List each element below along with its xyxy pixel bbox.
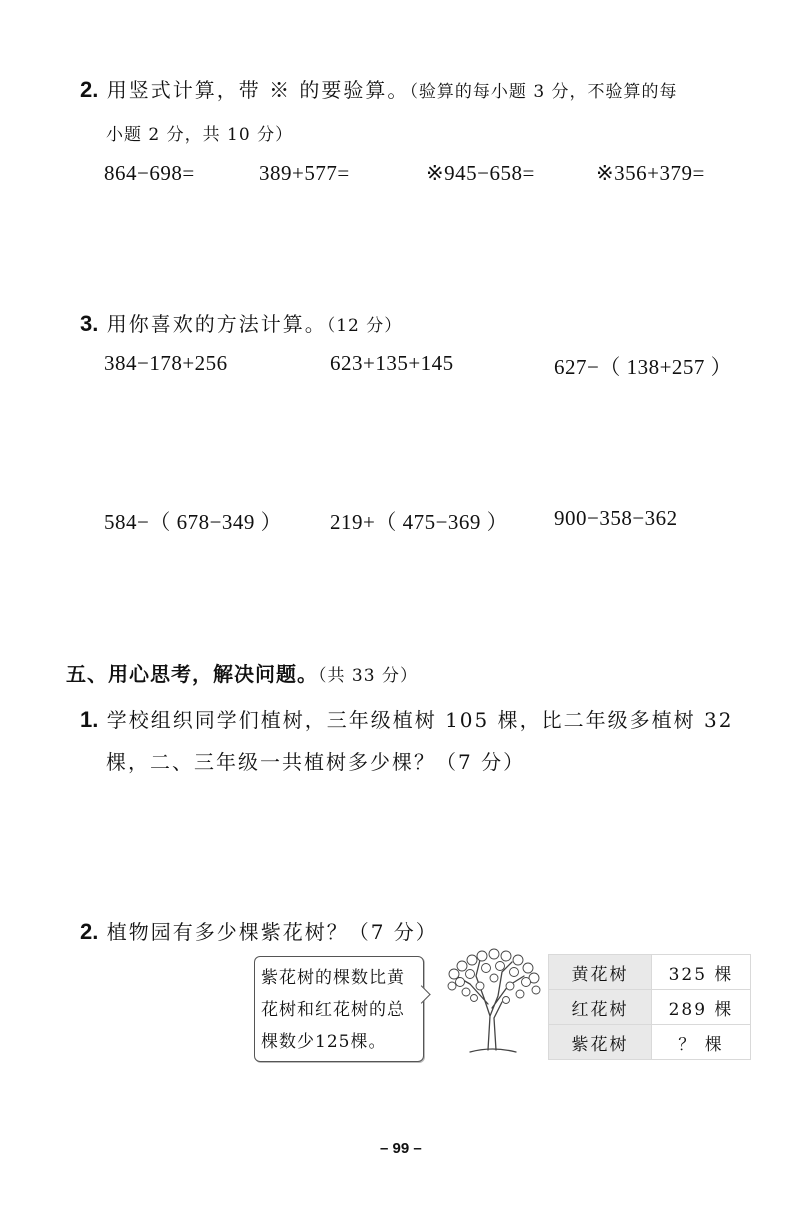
q3-expression: 219+（ 475−369 ） xyxy=(330,510,509,534)
section5-heading xyxy=(66,658,418,687)
tree-count: 289 棵 xyxy=(652,990,751,1025)
tree-count: ？ 棵 xyxy=(652,1025,751,1060)
tree-name: 紫花树 xyxy=(549,1025,652,1060)
q2-title: 用竖式计算，带 ※ 的要验算。 xyxy=(106,78,410,102)
section5-score: （共 33 分） xyxy=(318,666,418,686)
q2-score-line1: （验算的每小题 3 分，不验算的每 xyxy=(409,82,678,102)
q2-expression: 864−698= xyxy=(104,161,195,185)
q2-expression: ※356+379= xyxy=(596,161,705,185)
bubble-line: 紫花树的棵数比黄 xyxy=(261,968,405,988)
q3-expression: 627−（ 138+257 ） xyxy=(554,355,733,379)
p1-text-line1: 学校组织同学们植树，三年级植树 105 棵，比二年级多植树 32 xyxy=(106,708,734,732)
p1-line1 xyxy=(80,704,733,733)
p2-title: 植物园有多少棵紫花树？（7 分） xyxy=(106,920,438,944)
tree-count: 325 棵 xyxy=(652,955,751,990)
q3-expression: 584−（ 678−349 ） xyxy=(104,510,283,534)
table-row xyxy=(549,955,751,990)
p2-heading xyxy=(80,916,438,945)
tree-name: 红花树 xyxy=(549,990,652,1025)
q2-expression: 389+577= xyxy=(259,161,350,185)
bubble-line: 棵数少125棵。 xyxy=(261,1032,387,1052)
p2-number: 2. xyxy=(80,919,99,944)
page-number: – 99 – xyxy=(380,1140,422,1157)
section5-title: 五、用心思考，解决问题。 xyxy=(66,662,318,686)
q2-heading xyxy=(80,74,678,103)
tree-count-table xyxy=(548,954,751,1060)
p1-text-line2: 棵，二、三年级一共植树多少棵？（7 分） xyxy=(106,750,526,774)
tree-name: 黄花树 xyxy=(549,955,652,990)
table-row xyxy=(549,990,751,1025)
table-row xyxy=(549,1025,751,1060)
q3-number: 3. xyxy=(80,311,99,336)
q3-expression: 623+135+145 xyxy=(330,351,454,375)
p1-number: 1. xyxy=(80,707,99,732)
q3-expression: 900−358−362 xyxy=(554,506,678,530)
tree-icon xyxy=(440,946,546,1054)
bubble-line: 花树和红花树的总 xyxy=(261,1000,405,1020)
q3-title: 用你喜欢的方法计算。 xyxy=(106,312,327,336)
q3-heading xyxy=(80,308,402,337)
q2-score-line2: 小题 2 分，共 10 分） xyxy=(106,125,294,145)
q2-number: 2. xyxy=(80,77,99,102)
speech-bubble xyxy=(254,956,424,1062)
q3-expression: 384−178+256 xyxy=(104,351,228,375)
q3-score: （12 分） xyxy=(326,316,403,336)
q2-expression: ※945−658= xyxy=(426,161,535,185)
